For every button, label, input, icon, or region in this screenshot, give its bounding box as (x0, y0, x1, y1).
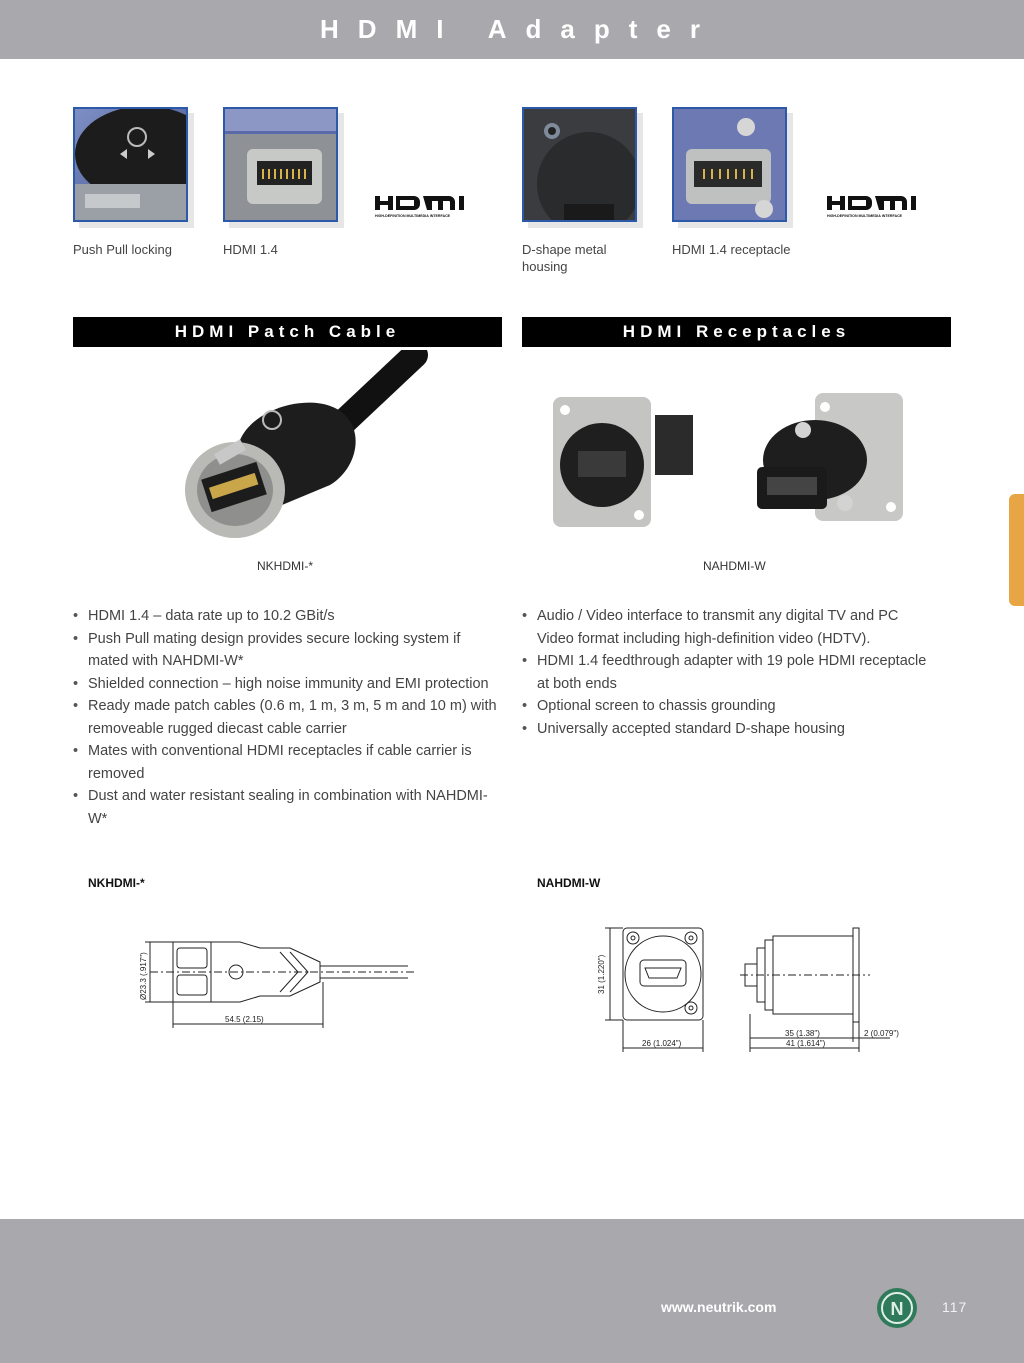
drawing-label-receptacle: NAHDMI-W (537, 876, 601, 890)
footer-bar (0, 1219, 1024, 1363)
hdmi-logo (374, 193, 472, 219)
hdmi-receptacle-photo (672, 107, 787, 222)
section-tab[interactable] (1009, 494, 1024, 606)
list-item: • Universally accepted standard D-shape housing (522, 718, 937, 741)
hdmi-logo-tagline: HIGH-DEFINITION MULTIMEDIA INTERFACE (827, 214, 903, 218)
receptacle-drawing (590, 918, 920, 1058)
page-title: HDMI Adapter (320, 14, 719, 44)
dimension-depth-a: 35 (1.38") (785, 1029, 820, 1038)
dimension-diameter: Ø23.3 (.917") (139, 952, 148, 1000)
patch-cable-features (73, 605, 498, 830)
feature-caption: HDMI 1.4 receptacle (672, 242, 791, 257)
hdmi-logo-tagline: HIGH-DEFINITION MULTIMEDIA INTERFACE (375, 214, 451, 218)
feature-caption: HDMI 1.4 (223, 242, 278, 257)
dimension-height: 31 (1.220") (597, 954, 606, 994)
push-pull-locking-photo (73, 107, 188, 222)
section-heading-receptacles: HDMI Receptacles (522, 317, 951, 347)
receptacle-features (522, 605, 937, 740)
receptacle-model: NAHDMI-W (703, 559, 766, 573)
feature-caption: Push Pull locking (73, 242, 172, 257)
patch-cable-photo (180, 350, 430, 545)
list-item: • Dust and water resistant sealing in combination with NAHDMI-W* (73, 785, 498, 830)
dimension-width: 26 (1.024") (642, 1039, 682, 1048)
patch-cable-drawing (130, 930, 420, 1035)
dimension-flange: 2 (0.079") (864, 1029, 899, 1038)
d-shape-housing-photo (522, 107, 637, 222)
header-bar (0, 0, 1024, 59)
list-item: • HDMI 1.4 – data rate up to 10.2 GBit/s (73, 605, 498, 628)
list-item: • Optional screen to chassis grounding (522, 695, 937, 718)
receptacle-photo (545, 385, 915, 535)
list-item: • HDMI 1.4 feedthrough adapter with 19 pole HDMI receptacle at both ends (522, 650, 937, 695)
drawing-label-patch-cable: NKHDMI-* (88, 876, 145, 890)
dimension-depth-b: 41 (1.614") (786, 1039, 826, 1048)
feature-caption: D-shape metal housing (522, 242, 607, 274)
list-item: • Push Pull mating design provides secure locking system if mated with NAHDMI-W* (73, 628, 498, 673)
footer-url[interactable]: www.neutrik.com (661, 1299, 777, 1315)
section-heading-patch-cable: HDMI Patch Cable (73, 317, 502, 347)
hdmi-plug-photo (223, 107, 338, 222)
list-item: • Mates with conventional HDMI receptacles if cable carrier is removed (73, 740, 498, 785)
hdmi-logo (826, 193, 924, 219)
list-item: • Ready made patch cables (0.6 m, 1 m, 3 m, 5 m and 10 m) with removeable rugged diecast cable carrier (73, 695, 498, 740)
neutrik-logo-icon (876, 1287, 918, 1329)
logo-letter: N (890, 1299, 904, 1319)
list-item: • Shielded connection – high noise immunity and EMI protection (73, 673, 498, 696)
list-item: • Audio / Video interface to transmit any digital TV and PC Video format including high-definition video (HDTV). (522, 605, 937, 650)
dimension-length: 54.5 (2.15) (225, 1015, 264, 1024)
page-number: 117 (942, 1299, 968, 1315)
patch-cable-model: NKHDMI-* (257, 559, 313, 573)
